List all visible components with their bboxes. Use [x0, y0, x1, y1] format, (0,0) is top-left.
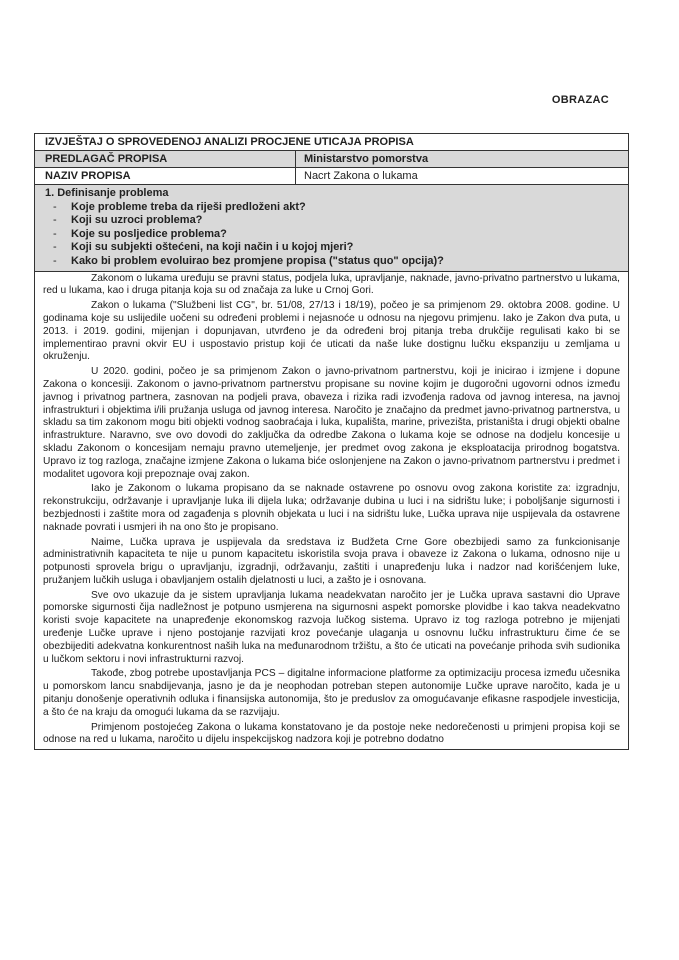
- body-text: [35, 272, 628, 748]
- paragraph: Zakon o lukama ("Službeni list CG", br. 51/08, 27/13 i 18/19), počeo je sa primjenom 29. oktobra 2008. godine. U godinama koje su uslijedile uočeni su određeni problemi i nejasnoće u odnosu na njegovu primjenu. Iako je Zakon dva puta, u 2013. i 2019. godini, mijenjan i dopunjavan, utvrđeno je da određeni broj pitanja treba drukčije regulisati kako bi se implementirao pravni okvir EU i uspostavio pristup koji će uticati da naše luke dostignu lučku ekspanziju u zemljama u okruženju.: [43, 300, 620, 363]
- report-table: [34, 133, 629, 750]
- paragraph: U 2020. godini, počeo je sa primjenom Zakon o javno-privatnom partnerstvu, koji je inicirao i izmjene i dopune Zakona o koncesiji. Zakonom o javno-privatnom partnerstvu propisane su novine kojim je dugoročni ugovorni odnos između javnog i privatnog partnera, zasnovan na podjeli prava, obaveza i rizika radi izvođenja radova od javnog interesa, na javnoj infrastrukturi i objektima i/ili pružanja usluga od javnog interesa. Naročito je značajno da predmet javno-privatnog partnerstva, u skladu sa tim zakonom mogu biti objekti vodnog saobraćaja i luka, kupališta, marine, privezišta, pristaništa i drugi objekti obalne infrastrukture. Naravno, sve ovo dovodi do zaključka da odredbe Zakona o lukama koje se odnose na dodjelu koncesije u skladu Zakonom o koncesijam nemaju pravno utemeljenje, jer predmet ovog zakona je eksploatacija prirodnog bogatstva. Upravo iz tog razloga, značajne izmjene Zakona o lukama biće oslonjenjene na Zakon o javno-privatnom partnerstvu i predmet i modalitet ugovora koji prepoznaje ovaj zakon.: [43, 366, 620, 480]
- question-item: - Kako bi problem evoluirao bez promjene propisa ("status quo" opcija)?: [45, 255, 618, 269]
- paragraph: Sve ovo ukazuje da je sistem upravljanja lukama neadekvatan naročito jer je Lučka uprava sastavni dio Uprave pomorske sigurnosti čija nadležnost je potpuno usmjerena na sigurnosni aspekt pomorske plovidbe i kao takva neadekvatno koristi svoje kapacitete na unapređenje ekonomskog razvoja lučkog sistema. Upravo iz tog razloga potrebno je mijenjati uređenje Lučke uprave i njeno postojanje razvijati kroz povećanje ulaganja u osnovnu lučku infrastrukturu čime će se obezbijediti adekvatna konkurentnost naših luka na međunarodnom tržištu, a što će uticati na povećanje prihoda svih sudionika u lučkom sektoru i novi infrastrukturni razvoj.: [43, 589, 620, 665]
- form-label: OBRAZAC: [551, 94, 609, 106]
- paragraph: Primjenom postojećeg Zakona o lukama konstatovano je da postoje neke nedorečenosti u primjeni propisa koji se odnose na red u lukama, naročito u dijelu inspekcijskog nadzora koji je potrebno dodatno: [43, 721, 620, 746]
- regulation-name-row: [35, 168, 628, 185]
- paragraph: Zakonom o lukama uređuju se pravni status, podjela luka, upravljanje, naknade, javno-privatno partnerstvo u lukama, red u lukama, kao i druga pitanja koja su od značaja za luke u Crnoj Gori.: [43, 272, 620, 297]
- question-item: - Koji su uzroci problema?: [45, 214, 618, 228]
- proposer-row: [35, 151, 628, 168]
- question-item: - Koji su subjekti oštećeni, na koji način i u kojoj mjeri?: [45, 241, 618, 255]
- report-title: IZVJEŠTAJ O SPROVEDENOJ ANALIZI PROCJENE UTICAJA PROPISA: [35, 134, 628, 151]
- problem-definition-heading: 1. Definisanje problema: [45, 187, 169, 199]
- paragraph: Iako je Zakonom o lukama propisano da se naknade ostavrene po osnovu ovog zakona koristite za: izgradnju, rekonstrukciju, održavanje i upravljanje luka ili dijela luka; održavanje dubina u luci i na sidrištu luke; i poboljšanje sigurnosti i bezbjednosti i zaštite mora od zagađenja s plovnih objekata u luci i na sidrištu luke, Lučka uprava nije uspijevala da ostavrene naknade povrati i usmjeri ih na ono što je propisano.: [43, 483, 620, 533]
- question-item: - Koje su posljedice problema?: [45, 228, 618, 242]
- proposer-label: PREDLAGAČ PROPISA: [35, 151, 296, 167]
- regulation-name-value: Nacrt Zakona o lukama: [304, 170, 418, 182]
- paragraph: Takođe, zbog potrebe upostavljanja PCS – digitalne informacione platforme za optimizaciju procesa između učesnika u pomorskom lancu snabdijevanja, jasno je da je neophodan potreban stepen autonomije Lučke uprave naročito, kada je u pitanju donošenje operativnih odluka i finansijska autonomija, što je preduslov za omogućavanje efikasne raspodjele investicija, a što će na kraju da omogući lukama da se razvijaju.: [43, 668, 620, 718]
- paragraph: Naime, Lučka uprava je uspijevala da sredstava iz Budžeta Crne Gore obezbijedi samo za funkcionisanje administrativnih kapaciteta te nije u punom kapacitetu iskoristila svoja prava i obaveze iz Zakona o lukama, odnosno nije u potpunosti sprovela brigu o upravljanju, izgradnji, održavanju, zaštiti i unapređenju luka i nadzor nad korišćenjem luke, pružanjem lučkih usluga i obavljanjem ostalih djelatnosti u luci, a zašto je i osnovana.: [43, 536, 620, 586]
- question-item: - Koje probleme treba da riješi predloženi akt?: [45, 201, 618, 215]
- proposer-value: Ministarstvo pomorstva: [296, 151, 628, 167]
- problem-definition-section: [35, 185, 628, 272]
- regulation-name-label: NAZIV PROPISA: [35, 168, 296, 184]
